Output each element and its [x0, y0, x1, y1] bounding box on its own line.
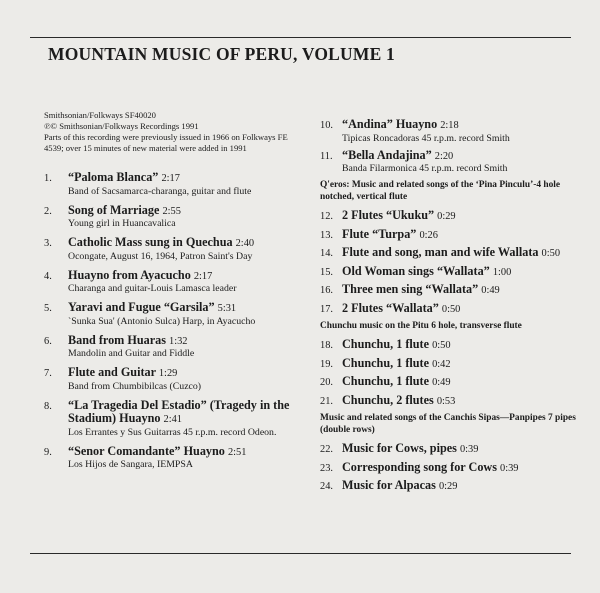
track-body: [68, 366, 306, 393]
track-number: 5.: [44, 303, 52, 314]
track-duration: 0:50: [441, 303, 461, 315]
track-number: 12.: [320, 211, 333, 222]
track-duration: 0:50: [432, 340, 451, 351]
track-number: 2.: [44, 205, 52, 217]
catalog-number: Smithsonian/Folkways SF40020: [44, 110, 156, 120]
track-heading: [342, 302, 588, 317]
section-heading-chunchu: Chunchu music on the Pitu 6 hole, transverse flute: [320, 321, 522, 331]
track-number: 22.: [320, 444, 333, 455]
track-item: [320, 375, 588, 390]
track-body: [342, 394, 588, 409]
track-number: 3.: [44, 238, 52, 249]
track-heading: [342, 209, 588, 224]
track-duration: 2:51: [227, 446, 247, 458]
track-title: Catholic Mass sung in Quechua: [68, 235, 233, 249]
track-item: [320, 479, 588, 494]
track-body: [68, 204, 306, 231]
track-heading: [68, 301, 306, 316]
track-duration: 0:29: [437, 211, 456, 222]
track-number: 20.: [320, 377, 333, 388]
track-description: Band of Sacsamarca-charanga, guitar and flute: [68, 185, 252, 197]
track-duration: 2:40: [235, 238, 255, 249]
track-item: [44, 301, 306, 328]
track-list-right-b: [320, 209, 588, 316]
track-body: [342, 375, 588, 390]
track-number: 9.: [44, 446, 52, 458]
copyright-line: ℗© Smithsonian/Folkways Recordings 1991: [44, 121, 199, 131]
track-description: Los Hijos de Sangara, IEMPSA: [68, 459, 193, 470]
track-list-left: [44, 171, 306, 471]
track-item: [44, 171, 306, 198]
track-body: [342, 479, 588, 494]
track-body: [342, 461, 588, 476]
track-heading: [342, 118, 588, 133]
track-number: 10.: [320, 120, 333, 131]
track-duration: 0:39: [500, 462, 519, 474]
track-body: [342, 118, 588, 145]
track-description: Charanga and guitar-Louis Lamasca leader: [68, 283, 237, 294]
page-title: MOUNTAIN MUSIC OF PERU, VOLUME 1: [48, 44, 395, 64]
track-duration: 1:29: [158, 368, 178, 379]
track-title: “La Tragedia Del Estadio” (Tragedy in the Stadium) Huayno: [68, 397, 290, 425]
track-title: “Senor Comandante” Huayno: [68, 443, 225, 458]
track-item: [320, 461, 588, 476]
track-title: Chunchu, 1 flute: [342, 355, 430, 370]
track-title: Huayno from Ayacucho: [68, 267, 191, 282]
track-body: [68, 399, 306, 439]
track-title: Band from Huaras: [68, 332, 166, 347]
track-heading: [342, 246, 588, 261]
track-title: Flute and song, man and wife Wallata: [342, 245, 539, 259]
track-title: Old Woman sings “Wallata”: [342, 263, 490, 278]
track-heading: [68, 445, 306, 460]
track-heading: [68, 334, 306, 349]
track-number: 21.: [320, 395, 333, 407]
track-heading: [342, 228, 588, 243]
track-item: [44, 334, 306, 361]
track-description: Ocongate, August 16, 1964, Patron Saint's Day: [68, 250, 253, 262]
track-title: Music for Cows, pipes: [342, 441, 457, 455]
credits-block: [44, 110, 306, 154]
right-column: [320, 118, 588, 498]
track-title: “Paloma Blanca”: [68, 170, 159, 184]
track-heading: [342, 338, 588, 353]
track-duration: 2:17: [193, 270, 213, 282]
track-description: Young girl in Huancavalica: [68, 218, 176, 229]
track-item: [320, 228, 588, 243]
track-number: 4.: [44, 270, 52, 282]
release-note: Parts of this recording were previously issued in 1966 on Folkways FE 4539; over 15 minutes of new material were added in 1991: [44, 132, 288, 153]
track-body: [68, 269, 306, 296]
track-body: [342, 283, 588, 298]
track-item: [320, 209, 588, 224]
track-item: [320, 302, 588, 317]
track-body: [342, 338, 588, 353]
track-title: 2 Flutes “Wallata”: [342, 300, 439, 315]
track-title: Flute “Turpa”: [342, 226, 417, 241]
track-description: Tipicas Roncadoras 45 r.p.m. record Smith: [342, 132, 510, 144]
track-heading: [68, 171, 306, 186]
track-list-right-a: [320, 118, 588, 175]
track-heading: [342, 357, 588, 372]
track-item: [44, 399, 306, 439]
track-duration: 0:29: [438, 481, 458, 492]
track-body: [68, 171, 306, 198]
track-item: [320, 118, 588, 145]
track-number: 19.: [320, 358, 333, 370]
track-description: Los Errantes y Sus Guitarras 45 r.p.m. record Odeon.: [68, 426, 277, 438]
track-item: [44, 445, 306, 472]
track-duration: 0:49: [481, 285, 500, 296]
track-number: 1.: [44, 173, 52, 184]
track-description: `Sunka Sua' (Antonio Sulca) Harp, in Ayacucho: [68, 315, 256, 327]
track-list-right-c: [320, 338, 588, 408]
track-duration: 1:32: [169, 335, 188, 347]
track-item: [320, 338, 588, 353]
track-title: 2 Flutes “Ukuku”: [342, 208, 435, 222]
track-duration: 0:26: [419, 229, 438, 241]
track-heading: [342, 394, 588, 409]
track-body: [342, 265, 588, 280]
track-duration: 0:50: [541, 248, 561, 259]
left-column: [44, 110, 306, 477]
track-number: 15.: [320, 266, 333, 278]
track-duration: 2:20: [434, 150, 454, 162]
track-title: Three men sing “Wallata”: [342, 282, 479, 296]
track-number: 11.: [320, 150, 333, 162]
track-duration: 0:49: [432, 377, 451, 388]
track-number: 17.: [320, 303, 333, 315]
track-heading: [342, 265, 588, 280]
track-body: [342, 228, 588, 243]
track-title: Chunchu, 2 flutes: [342, 392, 434, 407]
track-duration: 5:31: [217, 303, 237, 314]
track-duration: 2:18: [440, 120, 459, 131]
track-heading: [342, 479, 588, 494]
track-body: [68, 301, 306, 328]
track-title: “Andina” Huayno: [342, 117, 438, 131]
track-number: 14.: [320, 248, 333, 259]
track-title: Music for Alpacas: [342, 478, 436, 492]
track-number: 6.: [44, 335, 52, 347]
track-duration: 0:39: [459, 444, 479, 455]
track-body: [68, 236, 306, 263]
track-number: 13.: [320, 229, 333, 241]
track-body: [342, 357, 588, 372]
track-body: [68, 445, 306, 472]
track-duration: 0:53: [436, 395, 456, 407]
track-item: [44, 366, 306, 393]
track-item: [320, 265, 588, 280]
track-heading: [68, 204, 306, 219]
section-heading-qeros: Q'eros: Music and related songs of the ‘Pina Pinculu’-4 hole notched, vertical flute: [320, 180, 561, 202]
track-number: 23.: [320, 462, 333, 474]
track-heading: [342, 149, 588, 164]
track-item: [44, 204, 306, 231]
track-item: [320, 149, 588, 176]
track-body: [342, 149, 588, 176]
track-duration: 2:17: [161, 173, 180, 184]
track-heading: [68, 236, 306, 251]
top-rule: [30, 37, 571, 38]
track-title: Chunchu, 1 flute: [342, 337, 430, 351]
track-duration: 1:00: [492, 266, 512, 278]
track-item: [320, 357, 588, 372]
track-item: [320, 442, 588, 457]
track-heading: [68, 366, 306, 381]
track-heading: [342, 283, 588, 298]
track-item: [44, 236, 306, 263]
track-title: Song of Marriage: [68, 202, 160, 217]
track-duration: 2:55: [162, 205, 181, 217]
track-item: [320, 283, 588, 298]
track-number: 8.: [44, 400, 52, 412]
track-description: Band from Chumbibilcas (Cuzco): [68, 380, 202, 392]
track-body: [342, 246, 588, 261]
track-number: 7.: [44, 368, 52, 379]
track-number: 24.: [320, 481, 333, 492]
track-heading: [342, 375, 588, 390]
track-description: Mandolin and Guitar and Fiddle: [68, 348, 195, 359]
track-item: [320, 246, 588, 261]
track-body: [342, 302, 588, 317]
track-title: Corresponding song for Cows: [342, 459, 497, 474]
track-body: [68, 334, 306, 361]
track-heading: [68, 269, 306, 284]
track-title: Yaravi and Fugue “Garsila”: [68, 300, 215, 314]
track-heading: [68, 399, 306, 427]
track-item: [44, 269, 306, 296]
track-item: [320, 394, 588, 409]
track-body: [342, 209, 588, 224]
track-duration: 0:42: [432, 358, 451, 370]
track-duration: 2:41: [163, 414, 182, 425]
track-body: [342, 442, 588, 457]
section-heading-canchis: Music and related songs of the Canchis Sipas—Panpipes 7 pipes (double rows): [320, 413, 576, 435]
track-number: 18.: [320, 340, 333, 351]
track-number: 16.: [320, 285, 333, 296]
bottom-rule: [30, 553, 571, 554]
track-title: Chunchu, 1 flute: [342, 374, 430, 388]
track-list-right-d: [320, 442, 588, 494]
track-title: “Bella Andajina”: [342, 147, 432, 162]
track-heading: [342, 461, 588, 476]
track-title: Flute and Guitar: [68, 365, 156, 379]
track-description: Banda Filarmonica 45 r.p.m. record Smith: [342, 163, 508, 174]
track-heading: [342, 442, 588, 457]
